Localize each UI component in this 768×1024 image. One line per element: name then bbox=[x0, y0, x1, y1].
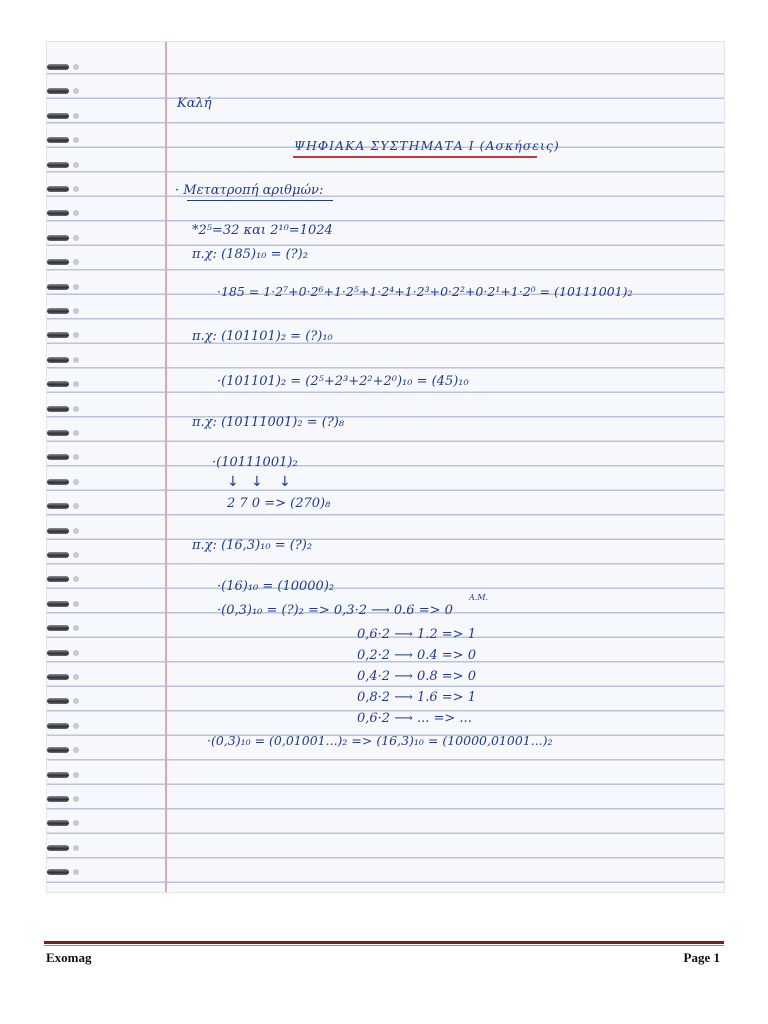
footer-rule-thin bbox=[44, 945, 724, 946]
spiral-ring bbox=[47, 845, 69, 851]
page-header-note: Καλή bbox=[177, 96, 212, 111]
spiral-ring bbox=[47, 650, 69, 656]
spiral-ring bbox=[47, 162, 69, 168]
binding-hole bbox=[73, 820, 79, 826]
spiral-ring bbox=[47, 747, 69, 753]
note-line-9: π.χ: (16,3)₁₀ = (?)₂ bbox=[192, 538, 313, 553]
binding-hole bbox=[73, 430, 79, 436]
spiral-ring bbox=[47, 186, 69, 192]
spiral-ring bbox=[47, 308, 69, 314]
binding-hole bbox=[73, 747, 79, 753]
section-underline bbox=[187, 200, 333, 201]
spiral-ring bbox=[47, 235, 69, 241]
note-line-10: ·(16)₁₀ = (10000)₂ bbox=[217, 579, 335, 594]
spiral-ring bbox=[47, 88, 69, 94]
spiral-ring bbox=[47, 820, 69, 826]
notebook-title: ΨΗΦΙΑΚΑ ΣΥΣΤΗΜΑΤΑ Ι (Ασκήσεις) bbox=[294, 138, 560, 153]
spiral-ring bbox=[47, 723, 69, 729]
binding-hole bbox=[73, 674, 79, 680]
binding-hole bbox=[73, 454, 79, 460]
binding-hole bbox=[73, 869, 79, 875]
binding-hole bbox=[73, 723, 79, 729]
binding-hole bbox=[73, 235, 79, 241]
binding-hole bbox=[73, 162, 79, 168]
binding-hole bbox=[73, 332, 79, 338]
binding-hole bbox=[73, 625, 79, 631]
binding-hole bbox=[73, 479, 79, 485]
spiral-ring bbox=[47, 698, 69, 704]
note-line-16: 0,6·2 ⟶ ... => ... bbox=[357, 711, 472, 726]
binding-hole bbox=[73, 503, 79, 509]
spiral-ring bbox=[47, 479, 69, 485]
note-line-1: *2⁵=32 και 2¹⁰=1024 bbox=[192, 223, 333, 238]
binding-hole bbox=[73, 357, 79, 363]
spiral-ring bbox=[47, 796, 69, 802]
notebook-page-scan bbox=[47, 42, 724, 892]
spiral-ring bbox=[47, 357, 69, 363]
spiral-ring bbox=[47, 576, 69, 582]
note-line-8: 2 7 0 => (270)₈ bbox=[227, 496, 331, 511]
title-underline bbox=[293, 156, 537, 158]
lined-sheet bbox=[47, 42, 724, 892]
binding-hole bbox=[73, 698, 79, 704]
note-line-13: 0,2·2 ⟶ 0.4 => 0 bbox=[357, 648, 476, 663]
note-line-15: 0,8·2 ⟶ 1.6 => 1 bbox=[357, 690, 476, 705]
binding-hole bbox=[73, 284, 79, 290]
spiral-ring bbox=[47, 284, 69, 290]
binding-hole bbox=[73, 406, 79, 412]
binding-hole bbox=[73, 381, 79, 387]
binding-hole bbox=[73, 796, 79, 802]
note-line-2: π.χ: (185)₁₀ = (?)₂ bbox=[192, 247, 308, 262]
binding-hole bbox=[73, 259, 79, 265]
spiral-ring bbox=[47, 869, 69, 875]
binding-hole bbox=[73, 210, 79, 216]
spiral-ring bbox=[47, 430, 69, 436]
section-heading: · Μετατροπή αριθμών: bbox=[175, 183, 324, 198]
down-arrow-icon: ↓ bbox=[227, 474, 239, 490]
binding-hole bbox=[73, 601, 79, 607]
footer-rule bbox=[44, 941, 724, 944]
spiral-ring bbox=[47, 259, 69, 265]
footer-brand: Exomag bbox=[46, 950, 92, 965]
note-line-14: 0,4·2 ⟶ 0.8 => 0 bbox=[357, 669, 476, 684]
spiral-ring bbox=[47, 381, 69, 387]
note-line-11: ·(0,3)₁₀ = (?)₂ => 0,3·2 ⟶ 0.6 => 0 bbox=[217, 603, 453, 618]
binding-hole bbox=[73, 113, 79, 119]
binding-hole bbox=[73, 845, 79, 851]
spiral-ring bbox=[47, 625, 69, 631]
spiral-ring bbox=[47, 137, 69, 143]
note-am: A.M. bbox=[469, 593, 489, 602]
note-line-5: ·(101101)₂ = (2⁵+2³+2²+2⁰)₁₀ = (45)₁₀ bbox=[217, 374, 469, 389]
spiral-ring bbox=[47, 113, 69, 119]
binding-hole bbox=[73, 772, 79, 778]
binding-hole bbox=[73, 650, 79, 656]
spiral-ring bbox=[47, 503, 69, 509]
margin-line bbox=[165, 42, 167, 892]
binding-hole bbox=[73, 88, 79, 94]
spiral-ring bbox=[47, 406, 69, 412]
spiral-binding bbox=[47, 64, 77, 892]
page-number: Page 1 bbox=[683, 950, 720, 965]
binding-hole bbox=[73, 552, 79, 558]
note-line-7: ·(10111001)₂ bbox=[212, 455, 298, 470]
spiral-ring bbox=[47, 454, 69, 460]
binding-hole bbox=[73, 528, 79, 534]
down-arrow-icon: ↓ bbox=[279, 474, 291, 490]
note-line-3: ·185 = 1·2⁷+0·2⁶+1·2⁵+1·2⁴+1·2³+0·2²+0·2¹+1·2⁰ = (10111001)₂ bbox=[217, 284, 633, 299]
binding-hole bbox=[73, 576, 79, 582]
spiral-ring bbox=[47, 210, 69, 216]
spiral-ring bbox=[47, 332, 69, 338]
spiral-ring bbox=[47, 674, 69, 680]
note-line-17: ·(0,3)₁₀ = (0,01001...)₂ => (16,3)₁₀ = (10000,01001...)₂ bbox=[207, 733, 553, 748]
binding-hole bbox=[73, 64, 79, 70]
note-line-12: 0,6·2 ⟶ 1.2 => 1 bbox=[357, 627, 476, 642]
spiral-ring bbox=[47, 64, 69, 70]
down-arrow-icon: ↓ bbox=[251, 474, 263, 490]
binding-hole bbox=[73, 186, 79, 192]
spiral-ring bbox=[47, 528, 69, 534]
spiral-ring bbox=[47, 601, 69, 607]
note-line-4: π.χ: (101101)₂ = (?)₁₀ bbox=[192, 329, 333, 344]
note-line-6: π.χ: (10111001)₂ = (?)₈ bbox=[192, 415, 345, 430]
spiral-ring bbox=[47, 552, 69, 558]
binding-hole bbox=[73, 308, 79, 314]
spiral-ring bbox=[47, 772, 69, 778]
binding-hole bbox=[73, 137, 79, 143]
